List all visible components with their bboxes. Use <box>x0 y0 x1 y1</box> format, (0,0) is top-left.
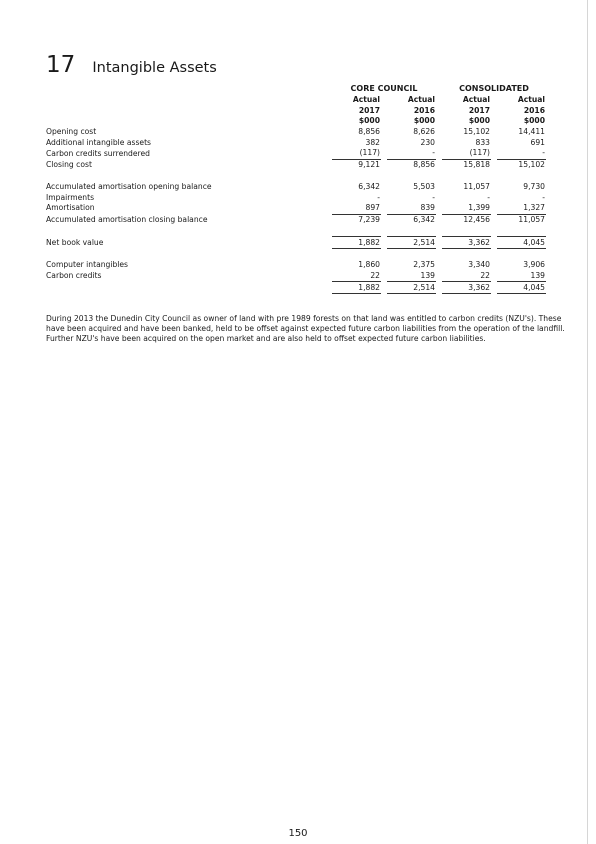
col-header: Actual <box>517 95 545 105</box>
page-number: 150 <box>288 828 308 839</box>
col-header: 2017 <box>468 105 490 115</box>
cell: 22 <box>370 270 380 280</box>
cell: 14,411 <box>518 127 545 137</box>
cell: 3,362 <box>442 237 491 249</box>
carbon-credits-note: During 2013 the Dunedin City Council as owner of land with pre 1989 forests on that land was entitled to carbon credits (NZU's). These have been acquired and have been banked, held to be offset against expected future carbon liabilities from the operation of the landfill. Further NZU's have been acquired on the open market and are also held to offset expected future carbon liabilities. <box>46 313 565 344</box>
cell: 8,856 <box>358 127 380 137</box>
col-header: 2016 <box>523 105 545 115</box>
row-label: Carbon credits surrendered <box>46 148 150 158</box>
row-label: Opening cost <box>46 127 97 137</box>
cell: 2,514 <box>387 237 436 249</box>
table-row-total <box>44 214 546 225</box>
column-header-row <box>44 105 546 116</box>
cell: 2,514 <box>387 282 436 294</box>
cell: 5,503 <box>413 181 435 191</box>
cell: - <box>432 148 435 158</box>
cell: 1,882 <box>332 237 381 249</box>
cell: 9,730 <box>523 181 545 191</box>
cell: (117) <box>359 148 380 158</box>
col-header: $000 <box>358 116 380 126</box>
cell: 1,860 <box>358 260 380 270</box>
row-label <box>44 282 332 294</box>
cell: 15,102 <box>497 159 546 170</box>
row-label: Accumulated amortisation closing balance <box>46 214 208 224</box>
cell: - <box>542 148 545 158</box>
cell: 1,882 <box>332 282 381 294</box>
table-row <box>44 182 546 193</box>
cell: 833 <box>475 137 490 147</box>
cell: 22 <box>480 270 490 280</box>
cell: 4,045 <box>497 282 546 294</box>
group-core-council: CORE COUNCIL <box>350 84 418 94</box>
col-header: $000 <box>413 116 435 126</box>
cell: 139 <box>530 270 545 280</box>
intangible-assets-table <box>44 84 546 294</box>
column-header-row <box>44 95 546 106</box>
section-title: Intangible Assets <box>92 60 217 76</box>
col-header: 2016 <box>413 105 435 115</box>
table-row-total <box>44 282 546 294</box>
cell: 3,340 <box>468 260 490 270</box>
cell: 139 <box>420 270 435 280</box>
col-header: $000 <box>523 116 545 126</box>
row-label: Net book value <box>46 237 104 247</box>
col-header: Actual <box>407 95 435 105</box>
cell: 1,399 <box>468 203 490 213</box>
cell: 11,057 <box>497 214 546 225</box>
cell: 3,906 <box>523 260 545 270</box>
cell: 11,057 <box>463 181 490 191</box>
row-label: Impairments <box>46 192 95 202</box>
row-label: Carbon credits <box>46 271 102 281</box>
col-header: Actual <box>462 95 490 105</box>
table-row <box>44 271 546 282</box>
cell: 9,121 <box>332 159 381 170</box>
cell: 897 <box>365 203 380 213</box>
cell: 15,818 <box>442 159 491 170</box>
group-header-row <box>44 84 546 95</box>
table-row <box>44 260 546 271</box>
page-edge <box>587 0 588 844</box>
cell: 7,239 <box>332 214 381 225</box>
cell: 6,342 <box>387 214 436 225</box>
cell: - <box>542 192 545 202</box>
section-number: 17 <box>46 52 76 78</box>
cell: - <box>432 192 435 202</box>
row-label: Closing cost <box>46 159 92 169</box>
col-header: Actual <box>352 95 380 105</box>
group-consolidated: CONSOLIDATED <box>459 84 529 94</box>
table-row <box>44 127 546 138</box>
row-label: Additional intangible assets <box>46 137 152 147</box>
table-row-net-book-value <box>44 237 546 249</box>
cell: - <box>487 192 490 202</box>
cell: 8,626 <box>413 127 435 137</box>
row-label: Accumulated amortisation opening balance <box>46 181 212 191</box>
cell: 1,327 <box>523 203 545 213</box>
cell: 839 <box>420 203 435 213</box>
cell: 4,045 <box>497 237 546 249</box>
table-row <box>44 192 546 203</box>
col-header: $000 <box>468 116 490 126</box>
cell: - <box>377 192 380 202</box>
table-row <box>44 203 546 214</box>
section-heading <box>46 52 217 78</box>
table-row-total <box>44 159 546 170</box>
cell: 2,375 <box>413 260 435 270</box>
column-header-row <box>44 116 546 127</box>
cell: 8,856 <box>387 159 436 170</box>
table-row <box>44 148 546 159</box>
row-label: Computer intangibles <box>46 260 129 270</box>
cell: 12,456 <box>442 214 491 225</box>
cell: 691 <box>530 137 545 147</box>
table-row <box>44 137 546 148</box>
cell: 3,362 <box>442 282 491 294</box>
cell: (117) <box>469 148 490 158</box>
cell: 6,342 <box>358 181 380 191</box>
row-label: Amortisation <box>46 203 95 213</box>
cell: 382 <box>365 137 380 147</box>
cell: 230 <box>420 137 435 147</box>
col-header: 2017 <box>358 105 380 115</box>
cell: 15,102 <box>463 127 490 137</box>
